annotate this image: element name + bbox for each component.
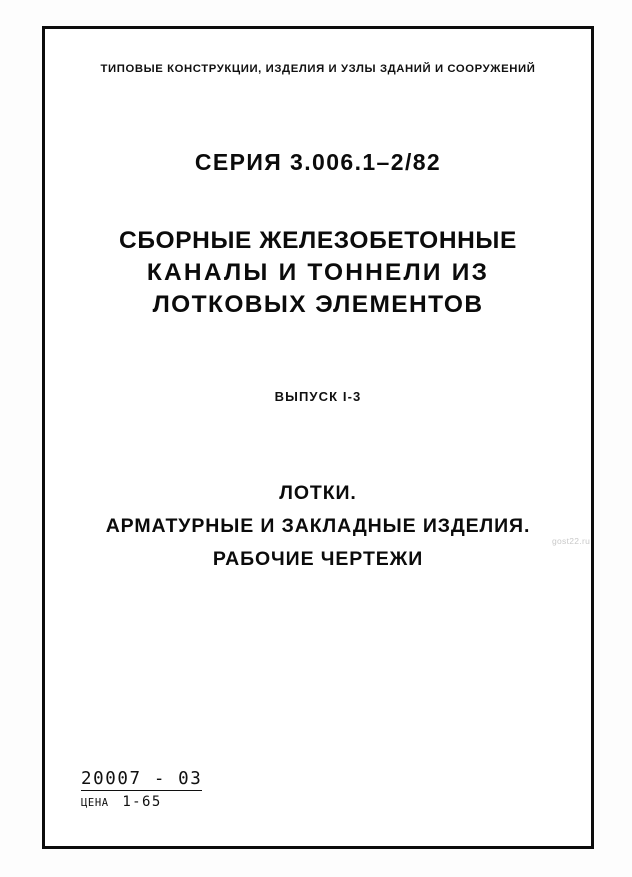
page-title-line-1: СБОРНЫЕ ЖЕЛЕЗОБЕТОННЫЕ [119, 227, 517, 254]
watermark-text: gost22.ru [552, 536, 591, 546]
cover-content [45, 29, 591, 846]
issue-number: ВЫПУСК I-3 [274, 389, 362, 404]
page-subtitle-line-1: ЛОТКИ. [279, 482, 357, 504]
stamp-block [81, 769, 261, 810]
page-subtitle [45, 477, 591, 576]
stamp-price [81, 794, 261, 810]
page-title [45, 225, 591, 321]
series-number: СЕРИЯ 3.006.1–2/82 [194, 149, 442, 175]
page-subtitle-line-2: АРМАТУРНЫЕ И ЗАКЛАДНЫЕ ИЗДЕЛИЯ. [105, 515, 531, 537]
document-header-caption: ТИПОВЫЕ КОНСТРУКЦИИ, ИЗДЕЛИЯ И УЗЛЫ ЗДАНИЙ И СООРУЖЕНИЙ [100, 63, 536, 75]
page-title-line-3: ЛОТКОВЫХ ЭЛЕМЕНТОВ [152, 291, 484, 318]
price-label: ЦЕНА [81, 797, 109, 809]
page-title-line-2: КАНАЛЫ И ТОННЕЛИ ИЗ [146, 259, 490, 286]
cover-border-frame [42, 26, 594, 849]
page-subtitle-line-3: РАБОЧИЕ ЧЕРТЕЖИ [212, 548, 424, 570]
stamp-code: 20007 - 03 [81, 769, 203, 789]
price-value: 1-65 [122, 794, 162, 810]
